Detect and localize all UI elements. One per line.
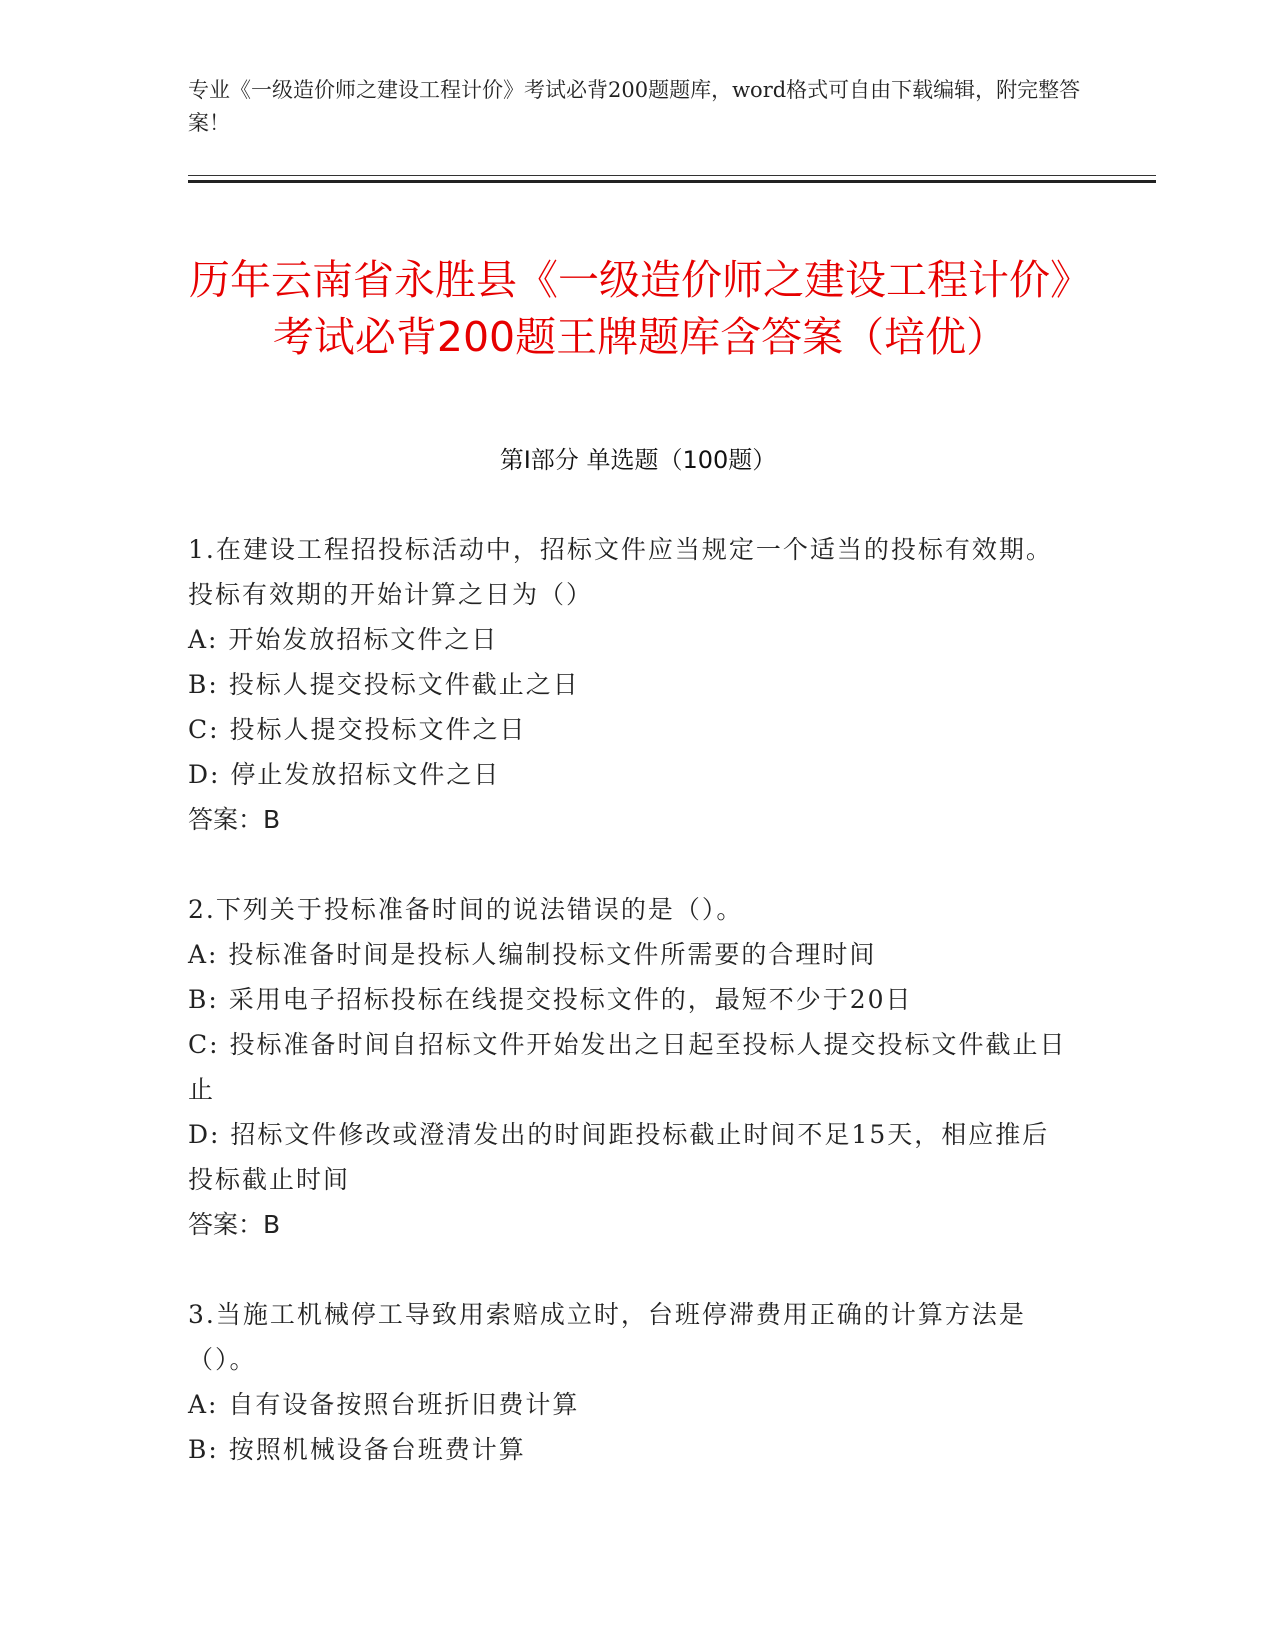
section-heading: 第I部分 单选题（100题）	[499, 446, 777, 474]
question-text: 1.在建设工程招投标活动中，招标文件应当规定一个适当的投标有效期。投标有效期的开始计算之日为（）	[188, 535, 1053, 609]
header-note: 专业《一级造价师之建设工程计价》考试必背200题题库，word格式可自由下载编辑，附完整答案！	[188, 78, 1081, 135]
option-a: A: 自有设备按照台班折旧费计算	[188, 1390, 580, 1419]
header-divider-thick	[188, 180, 1156, 183]
question-list	[188, 527, 1068, 1517]
question-item	[188, 527, 1068, 842]
option-a: A: 投标准备时间是投标人编制投标文件所需要的合理时间	[188, 940, 877, 969]
option-b: B: 采用电子招标投标在线提交投标文件的，最短不少于20日	[188, 985, 913, 1014]
question-item	[188, 887, 1068, 1247]
option-a: A: 开始发放招标文件之日	[188, 625, 499, 654]
option-c: C: 投标准备时间自招标文件开始发出之日起至投标人提交投标文件截止日止	[188, 1030, 1067, 1104]
option-c: C: 投标人提交投标文件之日	[188, 715, 527, 744]
question-text: 3.当施工机械停工导致用索赔成立时，台班停滞费用正确的计算方法是（）。	[188, 1300, 1026, 1374]
question-text: 2.下列关于投标准备时间的说法错误的是（）。	[188, 895, 744, 924]
header-divider-thin	[188, 175, 1156, 176]
option-b: B: 按照机械设备台班费计算	[188, 1435, 526, 1464]
answer-label: 答案：B	[188, 805, 281, 834]
question-item	[188, 1292, 1068, 1472]
document-title: 历年云南省永胜县《一级造价师之建设工程计价》考试必背200题王牌题库含答案（培优）	[189, 256, 1091, 362]
option-b: B: 投标人提交投标文件截止之日	[188, 670, 580, 699]
option-d: D: 招标文件修改或澄清发出的时间距投标截止时间不足15天，相应推后投标截止时间	[188, 1120, 1050, 1194]
option-d: D: 停止发放招标文件之日	[188, 760, 501, 789]
answer-label: 答案：B	[188, 1210, 281, 1239]
